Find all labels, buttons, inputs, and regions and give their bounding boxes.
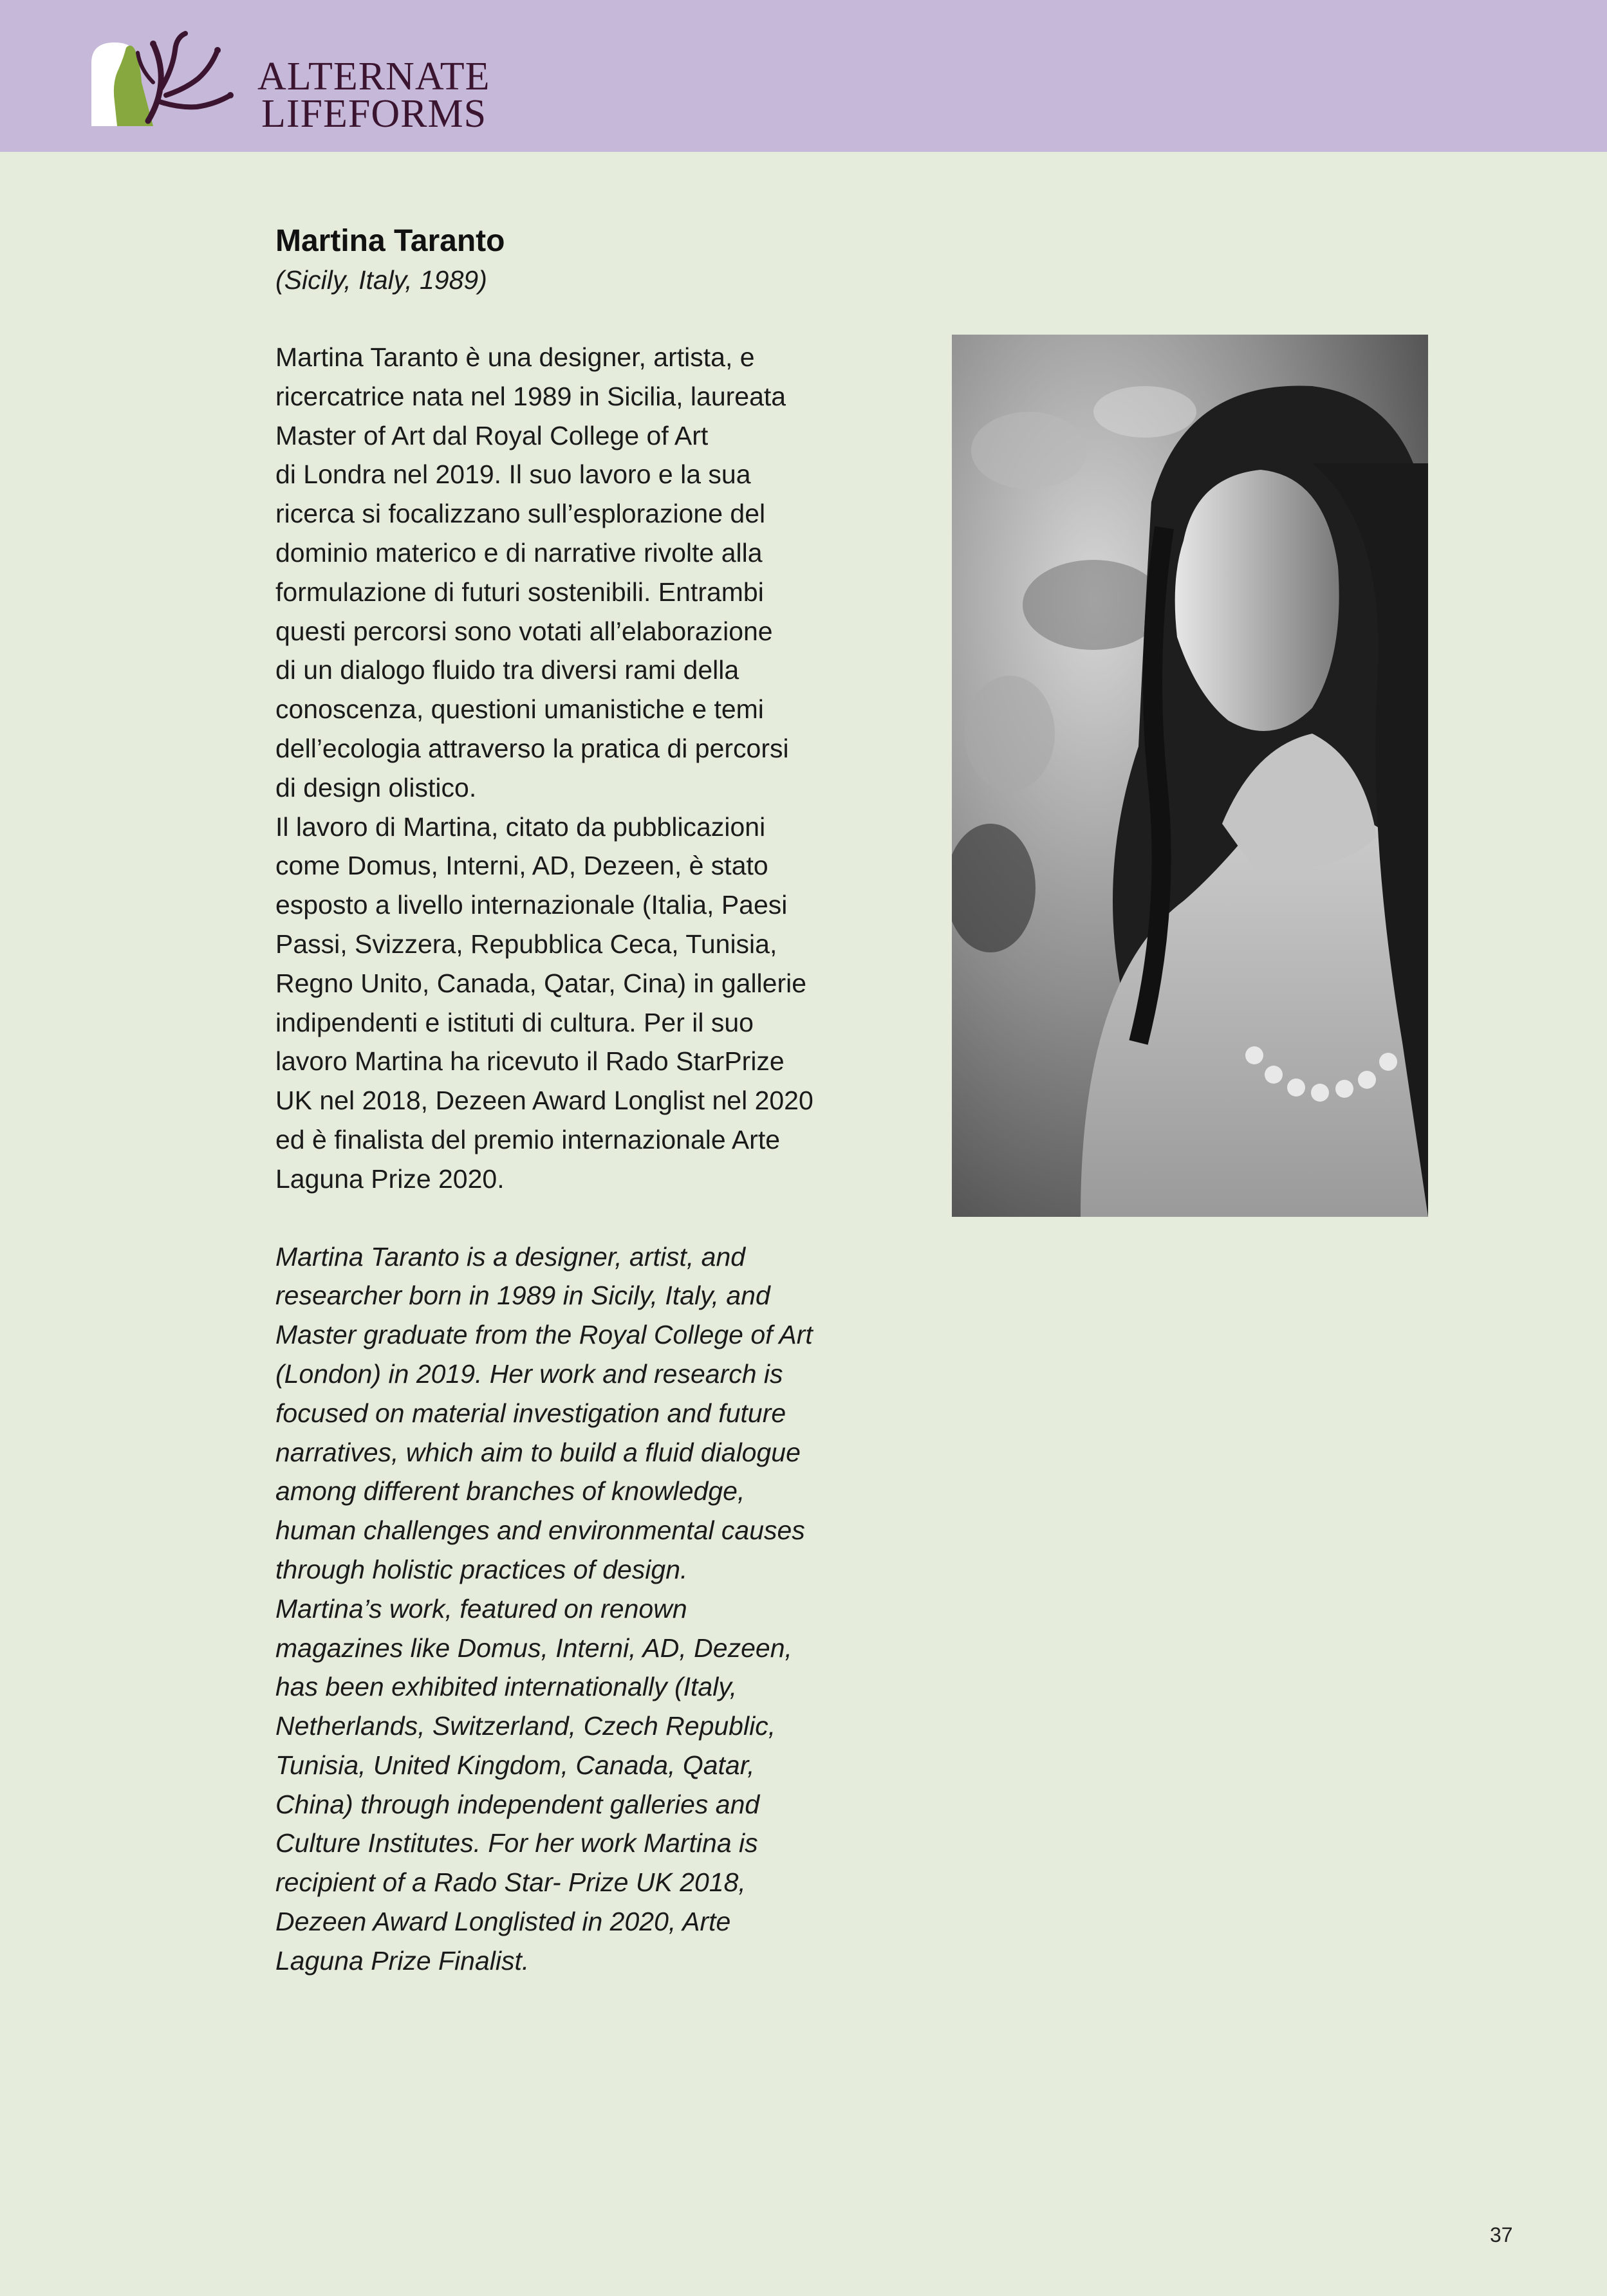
logo-line-alternate: ALTERNATE: [257, 55, 490, 98]
spacer: [275, 299, 919, 338]
logo-line-lifeforms: LIFEFORMS: [261, 92, 487, 136]
italian-bio-paragraph-1: Martina Taranto è una designer, artista, e ricercatrice nata nel 1989 in Sicilia, laureata Master of Art dal Royal College of Art di Londra nel 2019. Il suo lavoro e la sua ricerca si focalizzano sull’esplorazione del dominio materico e di narrative rivolte alla formulazione di futuri sostenibili. Entrambi questi percorsi sono votati all’elaborazione di un dialogo fluido tra diversi rami della conoscenza, questioni umanistiche e temi dell’ecologia attraverso la pratica di percorsi di design olistico.: [275, 342, 789, 802]
page-number: 37: [1490, 2223, 1513, 2246]
artist-origin: (Sicily, Italy, 1989): [275, 265, 487, 295]
bio-text-column: [275, 222, 919, 1981]
artist-portrait-photo: [952, 335, 1428, 1217]
page-header: [0, 0, 1607, 152]
spacer: [275, 1199, 919, 1237]
english-bio-paragraph-2: Martina’s work, featured on renown magazines like Domus, Interni, AD, Dezeen, has been exhibited internationally (Italy, Netherlands, Switzerland, Czech Republic, Tunisia, United Kingdom, Canada, Qatar, China) through independent galleries and Culture Institutes. For her work Martina is recipient of a Rado Star- Prize UK 2018, Dezeen Award Longlisted in 2020, Arte Laguna Prize Finalist.: [275, 1593, 792, 1976]
italian-bio-paragraph-2: Il lavoro di Martina, citato da pubblicazioni come Domus, Interni, AD, Dezeen, è stato esposto a livello internazionale (Italia, Paesi Passi, Svizzera, Repubblica Ceca, Tunisia, Regno Unito, Canada, Qatar, Cina) in gallerie indipendenti e istituti di cultura. Per il suo lavoro Martina ha ricevuto il Rado StarPrize UK nel 2018, Dezeen Award Longlist nel 2020 ed è finalista del premio internazionale Arte Laguna Prize 2020.: [275, 811, 813, 1194]
alternate-lifeforms-logo: [89, 24, 526, 134]
english-bio-paragraph-1: Martina Taranto is a designer, artist, and researcher born in 1989 in Sicily, Italy, and Master graduate from the Royal College of Art (London) in 2019. Her work and research is focused on material investigation and future narratives, which aim to build a fluid dialogue among different branches of knowledge, human challenges and environmental causes through holistic practices of design.: [275, 1241, 813, 1584]
artist-name: Martina Taranto: [275, 224, 505, 258]
logo-wordmark: [257, 55, 490, 136]
